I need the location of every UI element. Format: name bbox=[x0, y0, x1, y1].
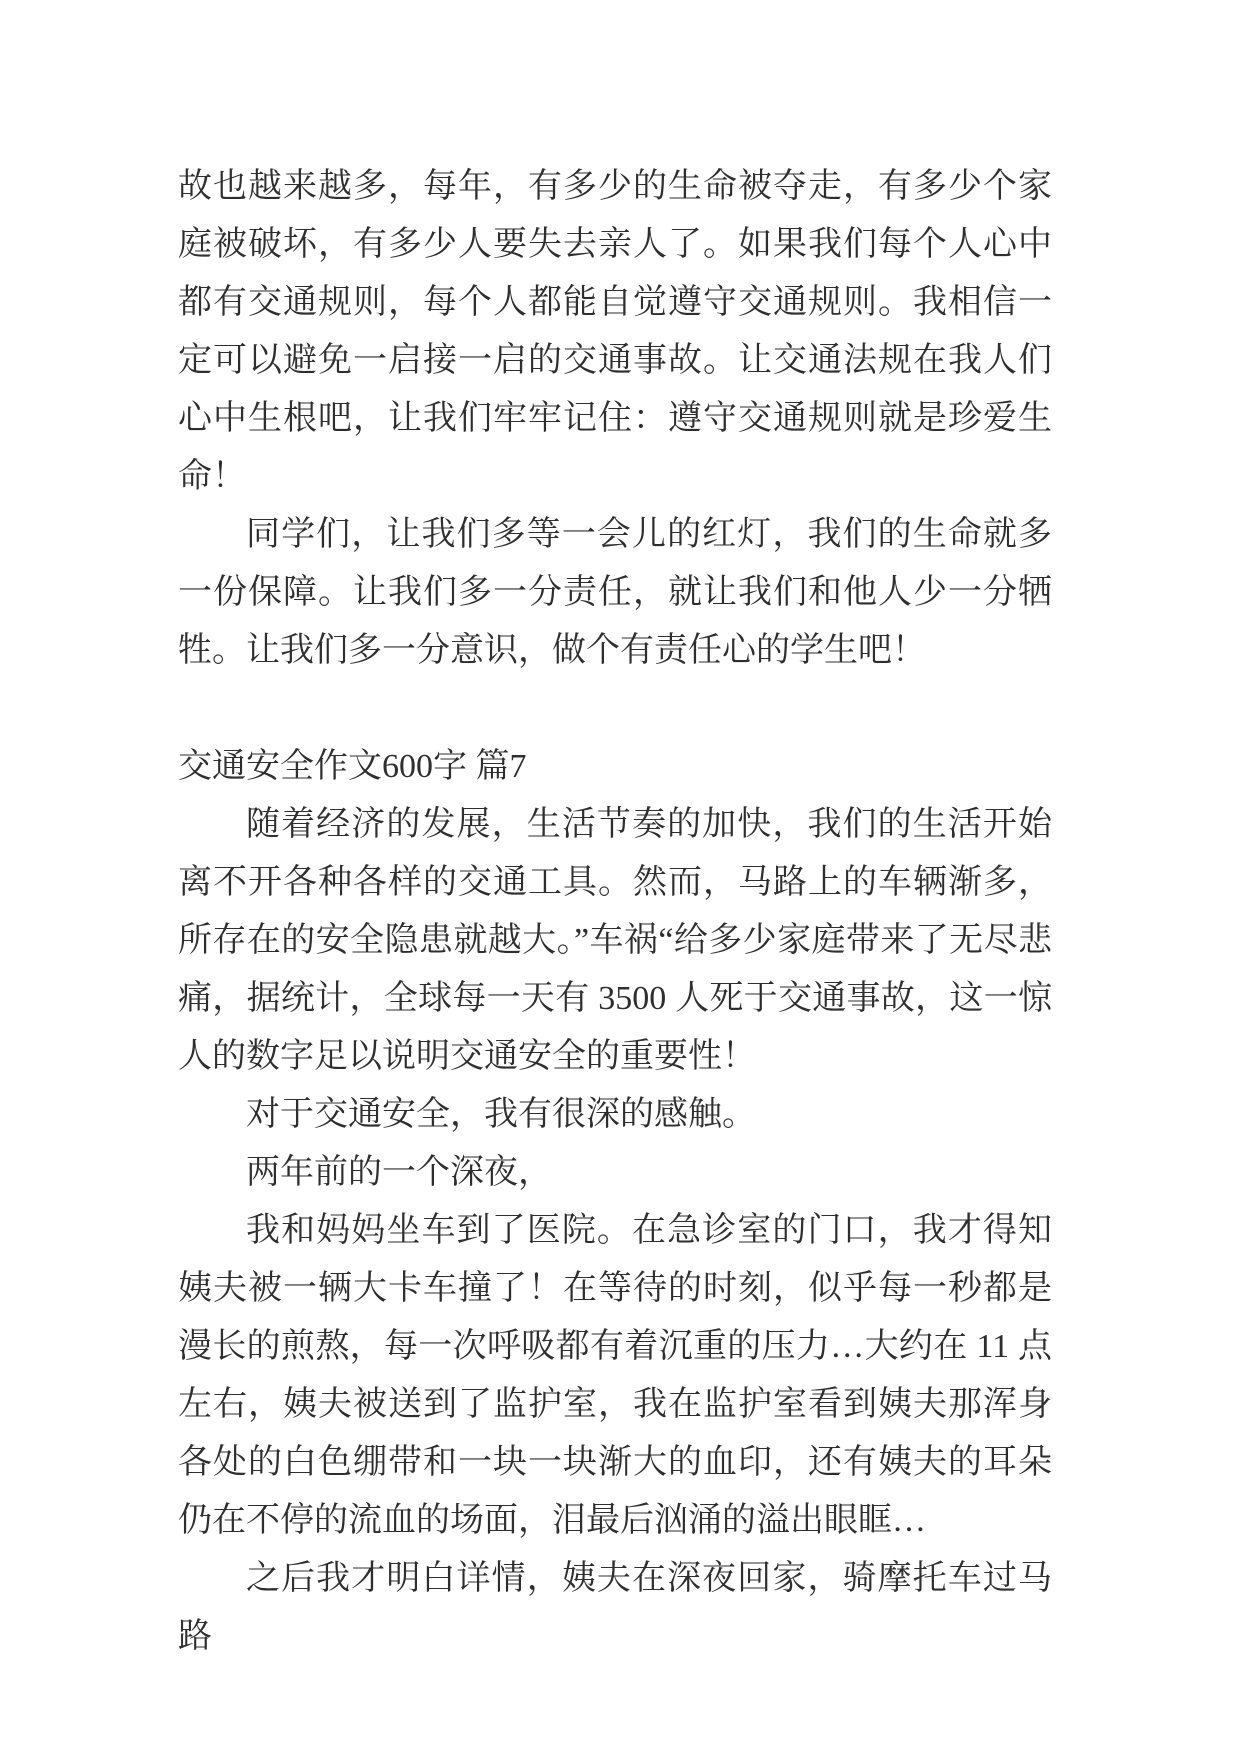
paragraph-continuation: 故也越来越多，每年，有多少的生命被夺走，有多少个家庭被破坏，有多少人要失去亲人了。如果我们每个人心中都有交通规则，每个人都能自觉遵守交通规则。我相信一定可以避免一启接一启的交通事故。让交通法规在我人们心中生根吧，让我们牢牢记住：遵守交通规则就是珍爱生命！ bbox=[178, 168, 1052, 495]
paragraph: 同学们，让我们多等一会儿的红灯，我们的生命就多一份保障。让我们多一分责任，就让我们和他人少一分牺牲。让我们多一分意识，做个有责任心的学生吧！ bbox=[178, 516, 1052, 669]
paragraph: 对于交通安全，我有很深的感触。 bbox=[246, 1096, 756, 1133]
paragraph: 之后我才明白详情，姨夫在深夜回家，骑摩托车过马路 bbox=[178, 1560, 1052, 1655]
section-heading: 交通安全作文600字 篇7 bbox=[178, 748, 527, 785]
paragraph: 两年前的一个深夜， bbox=[246, 1154, 552, 1191]
essay-text-block bbox=[178, 158, 1052, 1666]
paragraph: 我和妈妈坐车到了医院。在急诊室的门口，我才得知姨夫被一辆大卡车撞了！在等待的时刻，似乎每一秒都是漫长的煎熬，每一次呼吸都有着沉重的压力…大约在 11 点左右，姨夫被送到了监护室，我在监护室看到姨夫那浑身各处的白色绷带和一块一块渐大的血印，还有姨夫的耳朵仍在不停的流血的场面，泪最后汹涌的溢出眼眶… bbox=[178, 1212, 1052, 1539]
paragraph: 随着经济的发展，生活节奏的加快，我们的生活开始离不开各种各样的交通工具。然而，马路上的车辆渐多，所存在的安全隐患就越大。”车祸“给多少家庭带来了无尽悲痛，据统计，全球每一天有 3500 人死于交通事故，这一惊人的数字足以说明交通安全的重要性！ bbox=[178, 806, 1052, 1075]
